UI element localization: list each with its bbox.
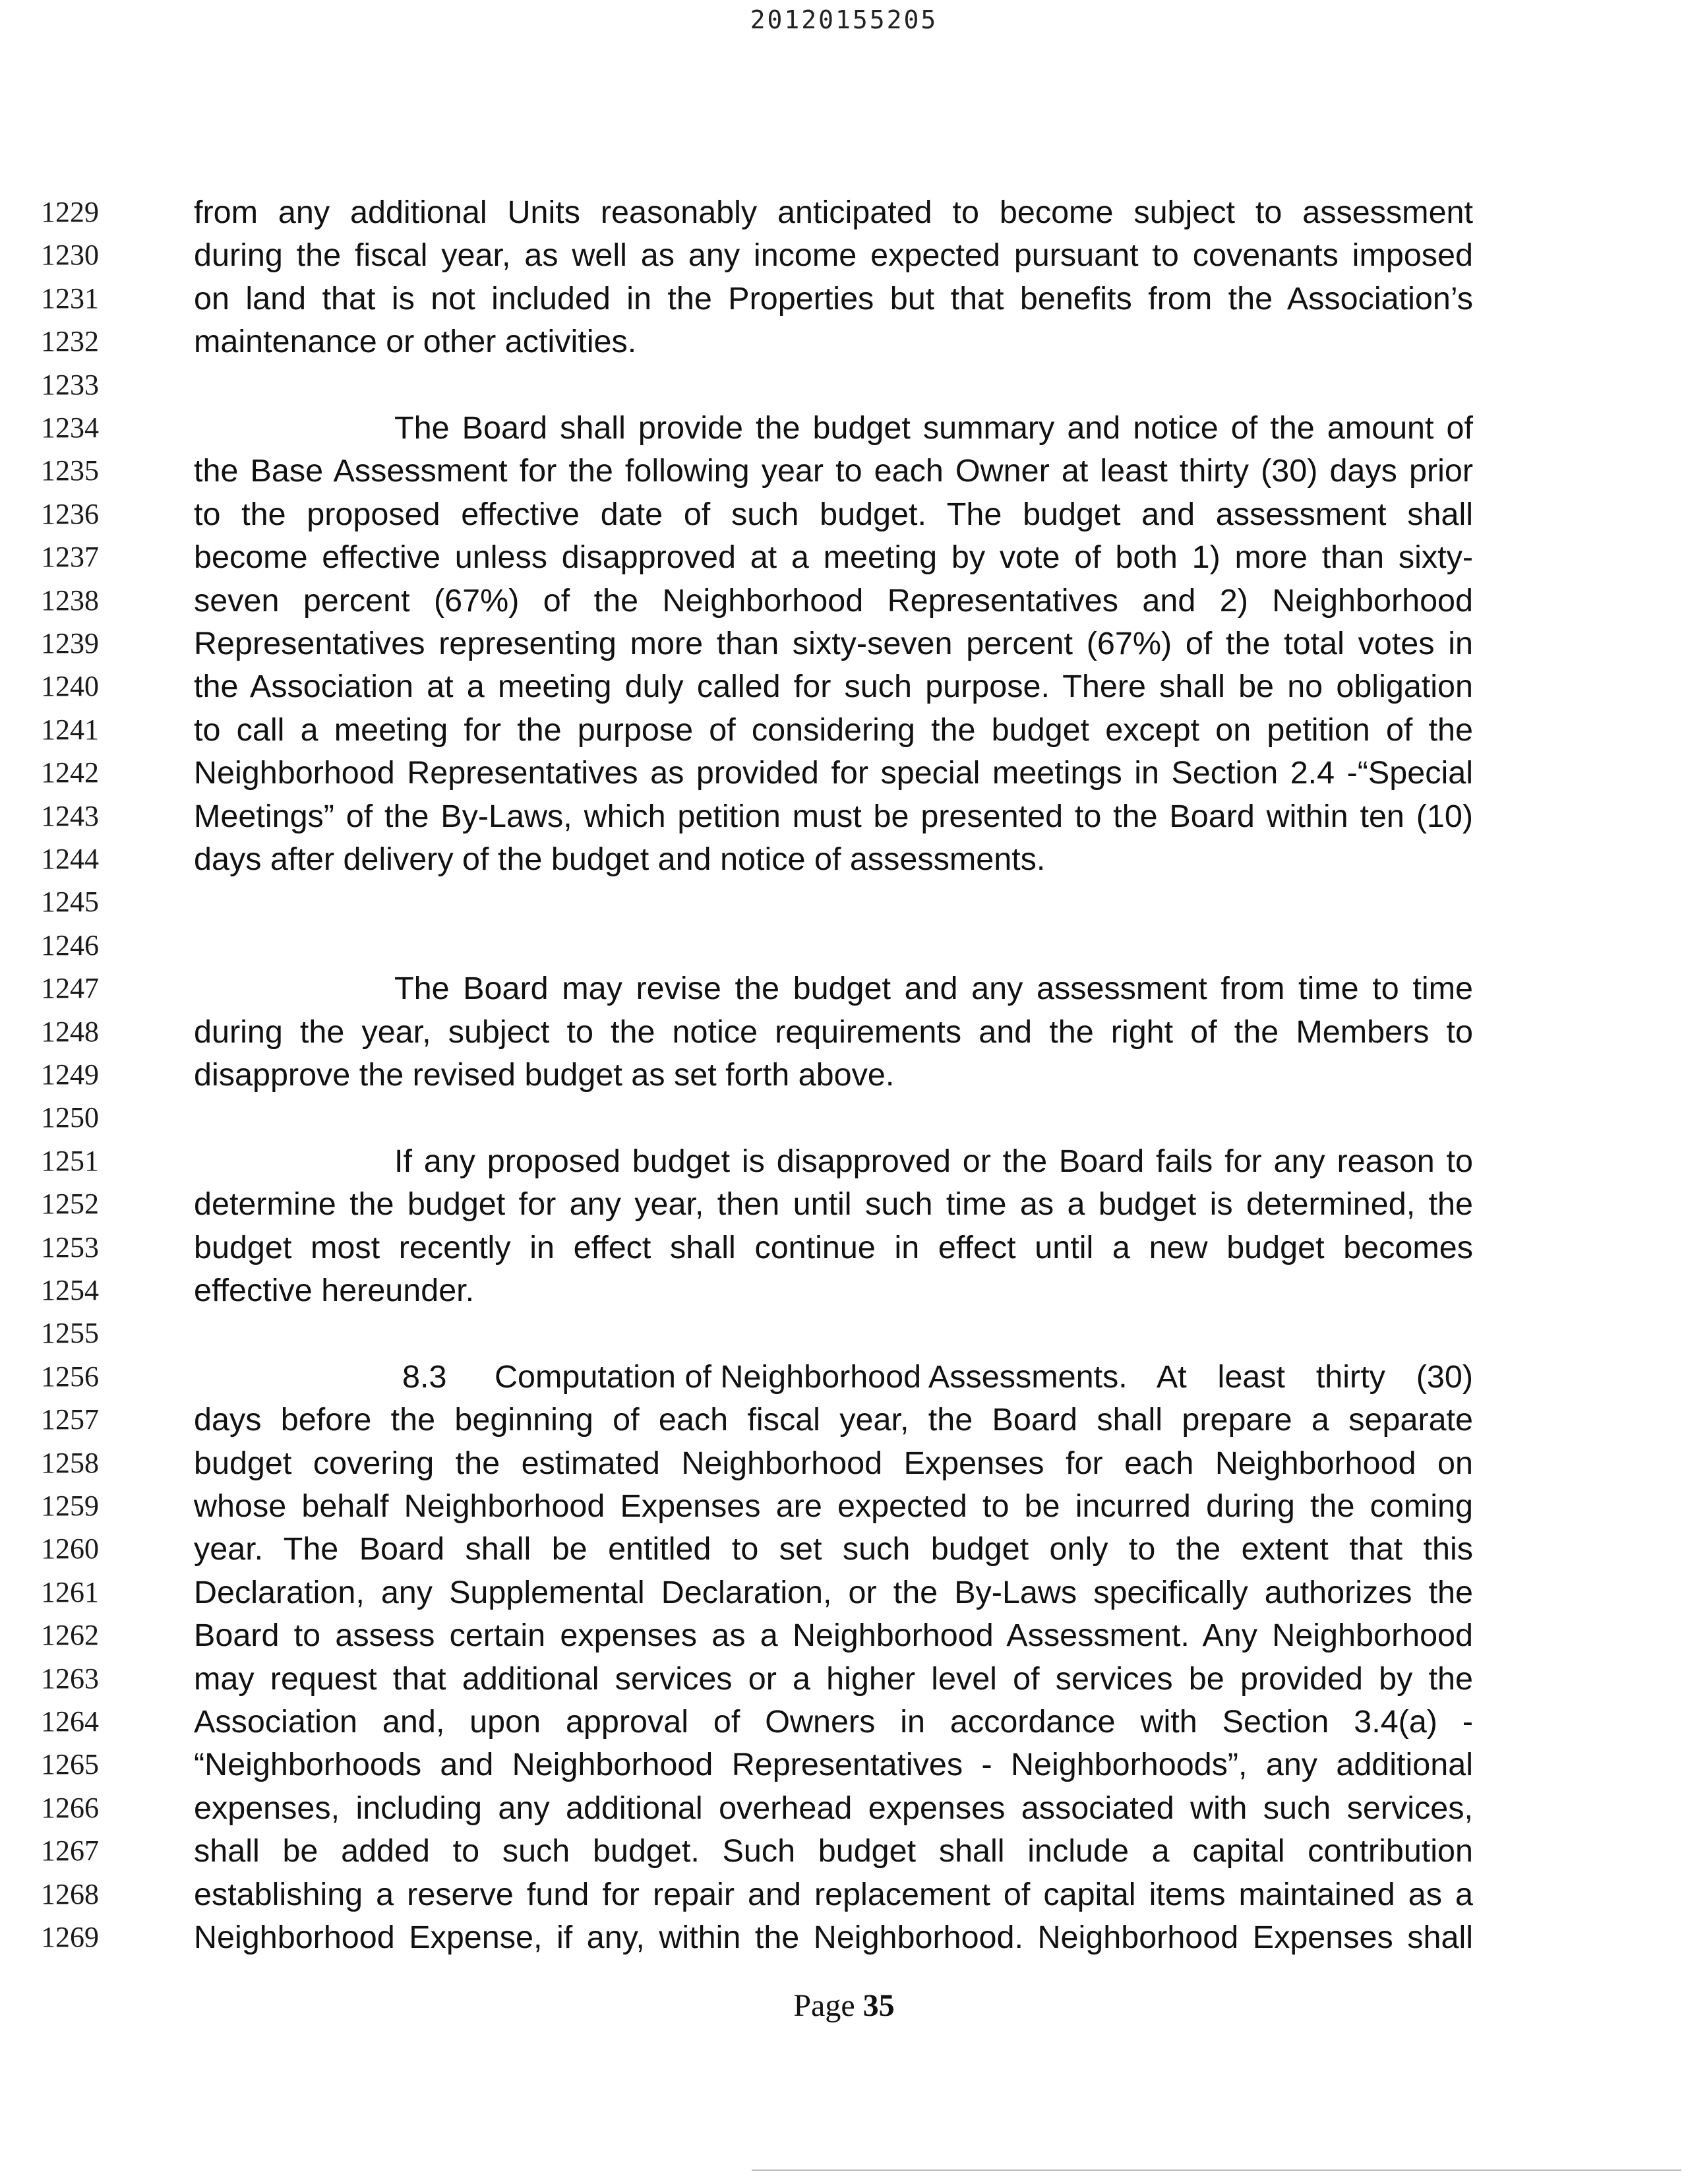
document-line <box>0 1701 1688 1743</box>
page-label: Page <box>793 1988 855 2023</box>
line-text: days after delivery of the budget and notice of assessments. <box>194 841 1046 877</box>
document-line <box>0 795 1688 837</box>
line-text: become effective unless disapproved at a meeting by vote of both 1) more than sixty- <box>194 539 1473 576</box>
document-line <box>0 1916 1688 1958</box>
document-line <box>0 450 1688 492</box>
section-title: Computation of Neighborhood Assessments. <box>495 1358 1128 1395</box>
paragraph-first-line: The Board shall provide the budget summary and notice of the amount of <box>394 410 1473 446</box>
document-line <box>0 1658 1688 1700</box>
document-line <box>0 1873 1688 1916</box>
document-line <box>0 1744 1688 1786</box>
line-text: may request that additional services or a higher level of services be provided by the <box>194 1660 1473 1697</box>
document-line <box>0 709 1688 751</box>
document-line <box>0 752 1688 794</box>
line-text: Neighborhood Expense, if any, within the Neighborhood. Neighborhood Expenses shall <box>194 1920 1473 1955</box>
document-line <box>0 1830 1688 1872</box>
line-number: 1262 <box>41 1619 99 1652</box>
document-line <box>0 1442 1688 1484</box>
document-line <box>0 838 1688 880</box>
document-line <box>0 1787 1688 1829</box>
line-number: 1239 <box>41 627 99 659</box>
line-text: on land that is not included in the Properties but that benefits from the Association’s <box>194 280 1473 317</box>
line-number: 1260 <box>41 1532 99 1565</box>
line-text: from any additional Units reasonably anticipated to become subject to assessment <box>194 195 1473 230</box>
line-number: 1248 <box>41 1015 99 1048</box>
line-number: 1266 <box>41 1791 99 1824</box>
document-line <box>0 1312 1688 1354</box>
line-number: 1264 <box>41 1705 99 1738</box>
document-line <box>0 320 1688 363</box>
document-line <box>0 278 1688 320</box>
document-line <box>0 1571 1688 1614</box>
line-number: 1263 <box>41 1662 99 1695</box>
document-line <box>0 1485 1688 1527</box>
line-number: 1236 <box>41 497 99 530</box>
line-number: 1253 <box>41 1230 99 1263</box>
line-number: 1235 <box>41 454 99 487</box>
line-number: 1256 <box>41 1360 99 1393</box>
line-number: 1234 <box>41 411 99 444</box>
document-line <box>0 665 1688 708</box>
line-number: 1243 <box>41 799 99 832</box>
document-line <box>0 536 1688 578</box>
line-text: Board to assess certain expenses as a Neighborhood Assessment. Any Neighborhood <box>194 1618 1473 1654</box>
document-line <box>0 493 1688 535</box>
document-number: 20120155205 <box>750 5 938 34</box>
line-text: maintenance or other activities. <box>194 324 637 360</box>
document-line <box>0 407 1688 449</box>
line-number: 1257 <box>41 1403 99 1436</box>
line-number: 1265 <box>41 1748 99 1781</box>
document-line <box>0 925 1688 967</box>
line-number: 1251 <box>41 1144 99 1177</box>
line-number: 1255 <box>41 1317 99 1350</box>
line-number: 1268 <box>41 1877 99 1910</box>
line-number: 1254 <box>41 1274 99 1306</box>
document-line <box>0 1269 1688 1312</box>
line-number: 1252 <box>41 1188 99 1221</box>
paragraph-first-line: The Board may revise the budget and any assessment from time to time <box>394 971 1473 1007</box>
document-line <box>0 1356 1688 1398</box>
document-line <box>0 1183 1688 1225</box>
line-number: 1244 <box>41 843 99 875</box>
page-number: 35 <box>862 1988 895 2023</box>
line-text: during the year, subject to the notice requirements and the right of the Members to <box>194 1014 1473 1050</box>
line-number: 1242 <box>41 756 99 789</box>
line-text: to call a meeting for the purpose of considering the budget except on petition of the <box>194 712 1473 748</box>
line-number: 1258 <box>41 1446 99 1479</box>
line-text: expenses, including any additional overhead expenses associated with such services, <box>194 1790 1473 1826</box>
line-number: 1241 <box>41 713 99 746</box>
line-text: days before the beginning of each fiscal year, the Board shall prepare a separate <box>194 1402 1473 1438</box>
paragraph-first-line: If any proposed budget is disapproved or the Board fails for any reason to <box>394 1143 1473 1179</box>
line-text: Meetings” of the By-Laws, which petition must be presented to the Board within ten (10) <box>194 798 1473 834</box>
line-number: 1230 <box>41 239 99 272</box>
line-number: 1229 <box>41 196 99 228</box>
line-text: whose behalf Neighborhood Expenses are expected to be incurred during the coming <box>194 1488 1473 1524</box>
line-text: establishing a reserve fund for repair and replacement of capital items maintained as a <box>194 1876 1473 1912</box>
line-number: 1269 <box>41 1921 99 1953</box>
document-line <box>0 881 1688 923</box>
section-lead-text: At least thirty (30) <box>1156 1358 1473 1395</box>
line-number: 1246 <box>41 928 99 961</box>
line-text: the Association at a meeting duly called for such purpose. There shall be no obligation <box>194 669 1473 705</box>
line-text: the Base Assessment for the following year to each Owner at least thirty (30) days prior <box>194 453 1473 489</box>
line-number: 1237 <box>41 541 99 574</box>
document-line <box>0 580 1688 622</box>
line-text: determine the budget for any year, then until such time as a budget is determined, the <box>194 1186 1473 1223</box>
line-number: 1245 <box>41 886 99 919</box>
line-number: 1238 <box>41 584 99 617</box>
document-line <box>0 622 1688 665</box>
line-number: 1267 <box>41 1835 99 1867</box>
document-line <box>0 1054 1688 1096</box>
document-line <box>0 234 1688 276</box>
line-text: Declaration, any Supplemental Declaration, or the By-Laws specifically authorizes the <box>194 1574 1473 1610</box>
document-line <box>0 364 1688 406</box>
line-text: Representatives representing more than sixty-seven percent (67%) of the total votes in <box>194 626 1473 661</box>
line-text: year. The Board shall be entitled to set such budget only to the extent that this <box>194 1531 1473 1567</box>
line-text: Association and, upon approval of Owners in accordance with Section 3.4(a) - <box>194 1704 1473 1740</box>
line-number: 1240 <box>41 670 99 703</box>
line-text: Neighborhood Representatives as provided for special meetings in Section 2.4 -“Special <box>194 755 1473 791</box>
line-number: 1247 <box>41 972 99 1005</box>
line-text: shall be added to such budget. Such budget shall include a capital contribution <box>194 1833 1473 1869</box>
page-footer <box>0 1987 1688 2024</box>
line-number: 1259 <box>41 1490 99 1522</box>
document-line <box>0 967 1688 1010</box>
line-number: 1250 <box>41 1101 99 1134</box>
section-number: 8.3 <box>402 1358 447 1395</box>
line-text: budget covering the estimated Neighborhood Expenses for each Neighborhood on <box>194 1445 1473 1481</box>
line-text: “Neighborhoods and Neighborhood Representatives - Neighborhoods”, any additional <box>194 1747 1473 1783</box>
line-text: to the proposed effective date of such budget. The budget and assessment shall <box>194 496 1473 532</box>
scan-artifact-line <box>752 2169 1681 2171</box>
document-line <box>0 1097 1688 1139</box>
line-text: disapprove the revised budget as set forth above. <box>194 1057 895 1093</box>
document-line <box>0 1011 1688 1053</box>
document-line <box>0 1227 1688 1269</box>
line-number: 1249 <box>41 1058 99 1091</box>
document-line <box>0 1528 1688 1570</box>
line-number: 1232 <box>41 325 99 358</box>
section-heading-line <box>402 1356 1473 1398</box>
line-text: during the fiscal year, as well as any income expected pursuant to covenants imposed <box>194 237 1473 274</box>
line-text: seven percent (67%) of the Neighborhood Representatives and 2) Neighborhood <box>194 582 1473 619</box>
line-number: 1231 <box>41 282 99 315</box>
line-text: effective hereunder. <box>194 1273 475 1308</box>
document-line <box>0 1614 1688 1656</box>
line-number: 1233 <box>41 368 99 401</box>
document-line <box>0 1140 1688 1182</box>
line-text: budget most recently in effect shall continue in effect until a new budget becomes <box>194 1229 1473 1265</box>
document-line <box>0 191 1688 233</box>
line-number: 1261 <box>41 1575 99 1608</box>
document-line <box>0 1399 1688 1441</box>
